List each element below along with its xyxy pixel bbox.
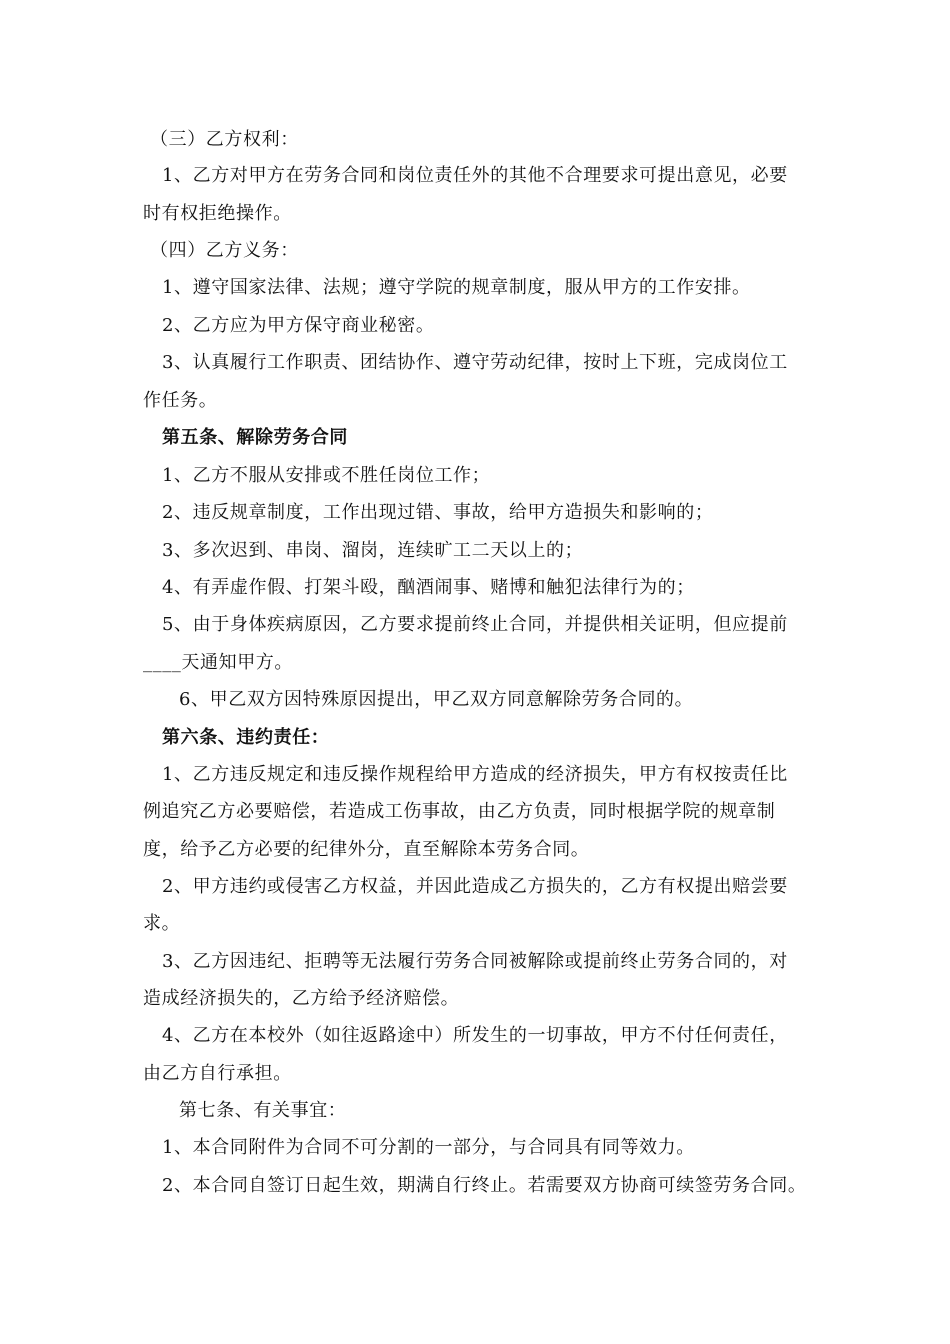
paragraph-line: 作任务。 — [143, 390, 218, 411]
paragraph-line: 2、本合同自签订日起生效，期满自行终止。若需要双方协商可续签劳务合同。 — [162, 1175, 807, 1196]
paragraph-line: 例追究乙方必要赔偿，若造成工伤事故，由乙方负责，同时根据学院的规章制 — [143, 801, 776, 822]
paragraph-line: 1、乙方对甲方在劳务合同和岗位责任外的其他不合理要求可提出意见，必要 — [162, 165, 788, 186]
article-five-heading: 第五条、解除劳务合同 — [162, 427, 348, 448]
paragraph-line: 1、乙方不服从安排或不胜任岗位工作； — [162, 465, 491, 486]
paragraph-line: ____天通知甲方。 — [143, 652, 293, 673]
article-six-heading: 第六条、违约责任： — [162, 727, 330, 748]
paragraph-line: 4、有弄虚作假、打架斗殴，酗酒闹事、赌博和触犯法律行为的； — [162, 577, 695, 598]
paragraph-line: 2、违反规章制度，工作出现过错、事故，给甲方造损失和影响的； — [162, 502, 714, 523]
paragraph-line: 1、乙方违反规定和违反操作规程给甲方造成的经济损失，甲方有权按责任比 — [162, 764, 788, 785]
paragraph-line: 6、甲乙双方因特殊原因提出，甲乙双方同意解除劳务合同的。 — [179, 689, 694, 710]
paragraph-line: 1、遵守国家法律、法规；遵守学院的规章制度，服从甲方的工作安排。 — [162, 277, 751, 298]
paragraph-line: 由乙方自行承担。 — [143, 1063, 292, 1084]
paragraph-line: 3、认真履行工作职责、团结协作、遵守劳动纪律，按时上下班，完成岗位工 — [162, 352, 788, 373]
paragraph-line: 5、由于身体疾病原因，乙方要求提前终止合同，并提供相关证明，但应提前 — [162, 614, 788, 635]
paragraph-line: 3、多次迟到、串岗、溜岗，连续旷工二天以上的； — [162, 540, 584, 561]
paragraph-line: 造成经济损失的，乙方给予经济赔偿。 — [143, 988, 460, 1009]
paragraph-line: 2、乙方应为甲方保守商业秘密。 — [162, 315, 435, 336]
paragraph-line: 时有权拒绝操作。 — [143, 203, 292, 224]
paragraph-line: 1、本合同附件为合同不可分割的一部分，与合同具有同等效力。 — [162, 1137, 695, 1158]
paragraph-line: 求。 — [143, 913, 181, 934]
article-seven-heading: 第七条、有关事宜： — [179, 1100, 347, 1121]
paragraph-line: 3、乙方因违纪、拒聘等无法履行劳务合同被解除或提前终止劳务合同的，对 — [162, 951, 788, 972]
subheading-party-b-rights: （三）乙方权利： — [150, 129, 299, 150]
paragraph-line: 度，给予乙方必要的纪律外分，直至解除本劳务合同。 — [143, 839, 590, 860]
subheading-party-b-duties: （四）乙方义务： — [150, 240, 299, 261]
paragraph-line: 4、乙方在本校外（如往返路途中）所发生的一切事故，甲方不付任何责任， — [162, 1025, 788, 1046]
paragraph-line: 2、甲方违约或侵害乙方权益，并因此造成乙方损失的，乙方有权提出赔尝要 — [162, 876, 788, 897]
